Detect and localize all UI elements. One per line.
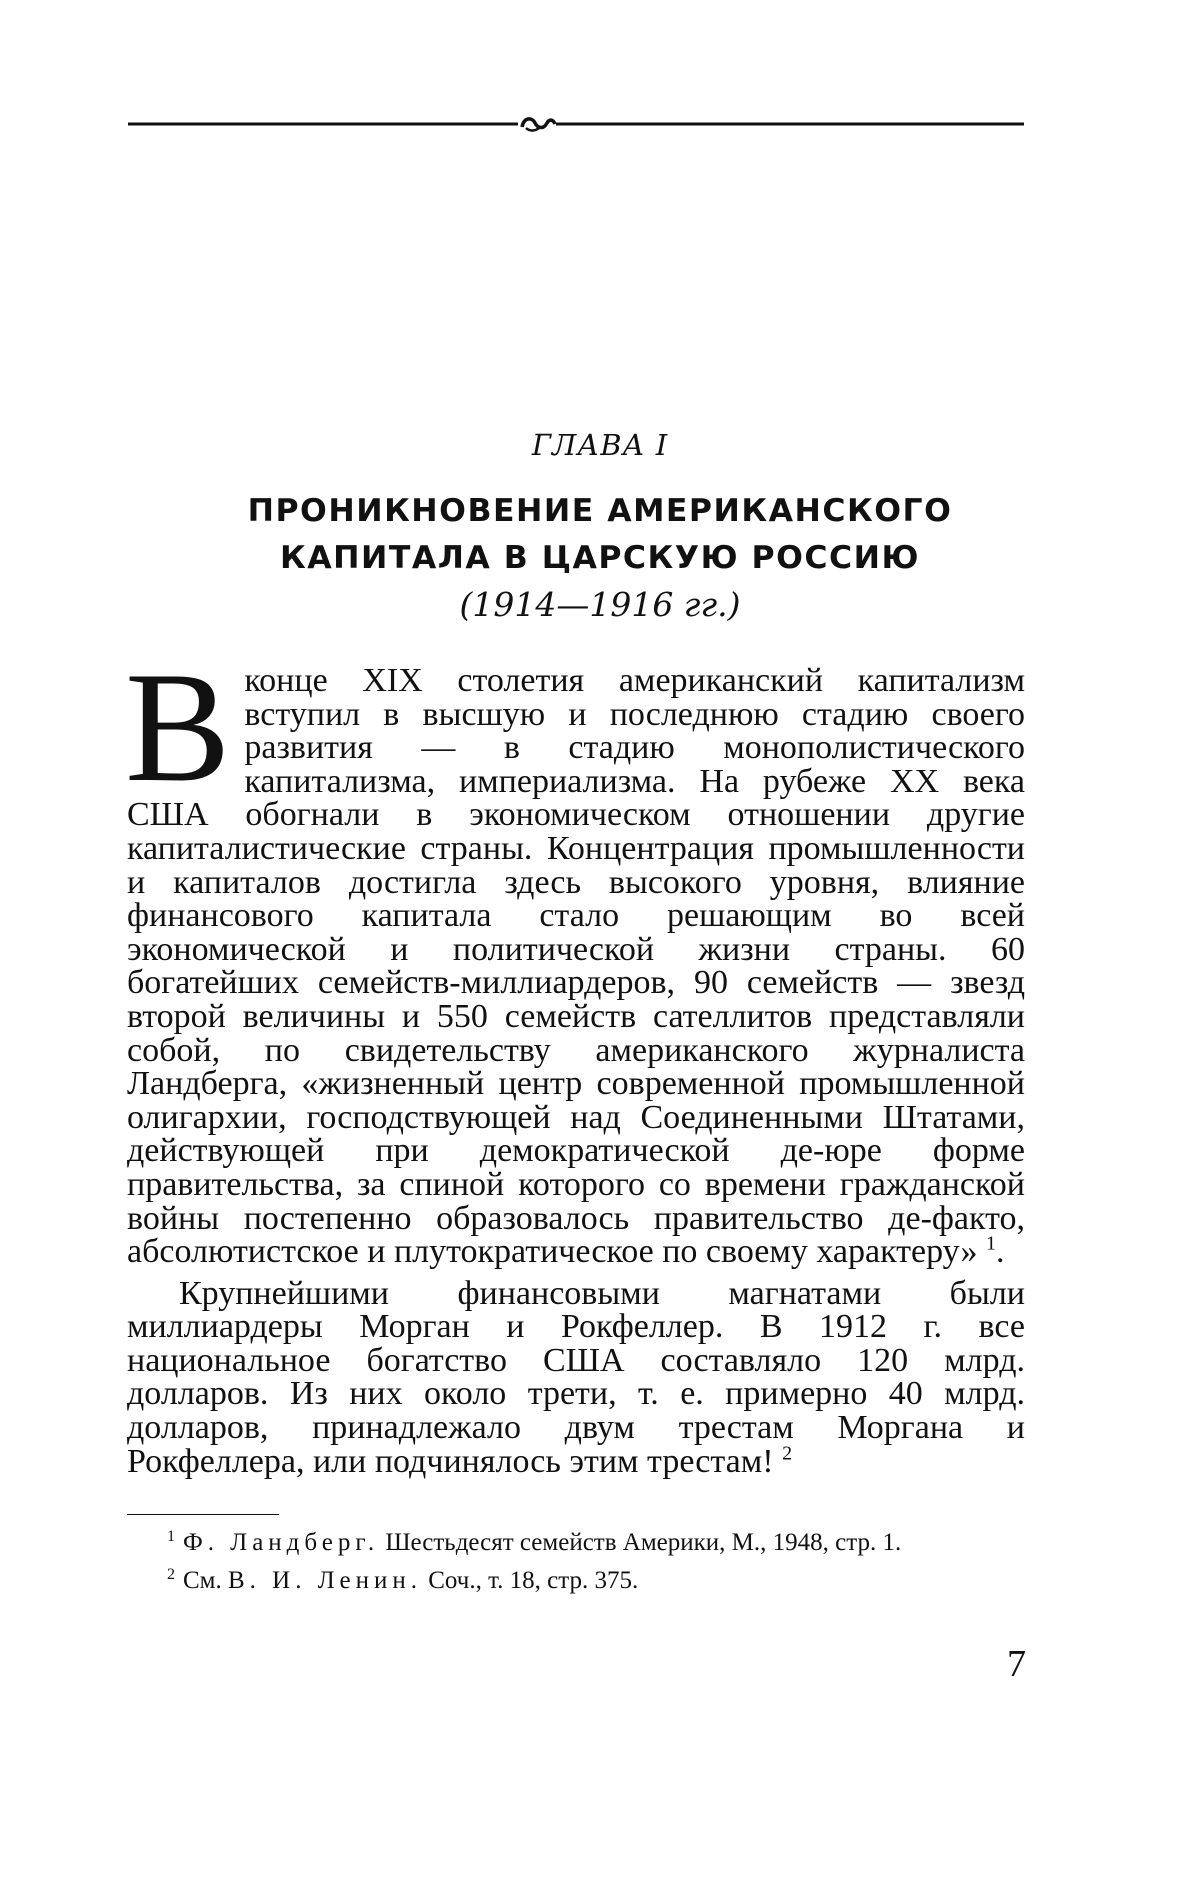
footnote-1-mark: 1: [167, 1527, 175, 1545]
chapter-title-line-2: КАПИТАЛА В ЦАРСКУЮ РОССИЮ: [280, 540, 920, 576]
ornament-divider: [128, 111, 1024, 137]
footnote-1-text: Шестьдесят семейств Америки, М., 1948, стр. 1.: [385, 1529, 902, 1556]
footnote-ref-2: 2: [782, 1442, 793, 1465]
chapter-title: [0, 488, 1200, 582]
paragraph-1-text: Вконце XIX столетия американский капитализм вступил в высшую и последнюю стадию своего развития — в стадию монополистического капитализма, империализма. На рубеже XX века США обогнали в экономическом отношении другие капиталистические страны. Концентрация промышленности и капиталов достигла здесь высокого уровня, влияние финансового капитала стало решающим во всей экономической и политической жизни страны. 60 богатейших семейств-миллиардеров, 90 семейств — звезд второй величины и 550 семейств сателлитов представляли собой, по свидетельству американского журналиста Ландберга, «жизненный центр современной промышленной олигархии, господствующей над Соединенными Штатами, действующей при демократической де-юре форме правительства, за спиной которого со времени гражданской войны постепенно образовалось правительство де-факто, абсолютистское и плутократическое по своему характеру»: [125, 640, 1025, 1271]
footnote-2-text: Соч., т. 18, стр. 375.: [428, 1567, 639, 1594]
paragraph-1: [125, 640, 1025, 1271]
body-text: [125, 640, 1025, 1480]
chapter-label: ГЛАВА I: [531, 428, 669, 462]
paragraph-2: [127, 1274, 1025, 1480]
footnote-1: [127, 1526, 1025, 1560]
footnote-divider: [127, 1514, 279, 1515]
footnotes: [127, 1526, 1025, 1598]
paragraph-2-text: Крупнейшими финансовыми магнатами были миллиардеры Морган и Рокфеллер. В 1912 г. все национальное богатство США составляло 120 млрд. долларов. Из них около трети, т. е. примерно 40 млрд. долларов, принадлежало двум трестам Моргана и Рокфеллера, или подчинялось этим трестам!: [127, 1274, 1025, 1480]
page-number: 7: [1007, 1643, 1026, 1685]
footnote-2: [127, 1564, 1025, 1598]
footnote-ref-1: 1: [986, 1232, 997, 1255]
footnote-2-prefix: См.: [183, 1567, 222, 1594]
chapter-title-line-1: ПРОНИКНОВЕНИЕ АМЕРИКАНСКОГО: [247, 493, 953, 529]
paragraph-1-end: .: [996, 1233, 1005, 1271]
footnote-2-author: В. И. Ленин.: [228, 1567, 422, 1594]
footnote-2-mark: 2: [167, 1565, 175, 1583]
chapter-years: (1914—1916 гг.): [459, 585, 741, 624]
footnote-1-author: Ф. Ландберг.: [183, 1529, 380, 1556]
